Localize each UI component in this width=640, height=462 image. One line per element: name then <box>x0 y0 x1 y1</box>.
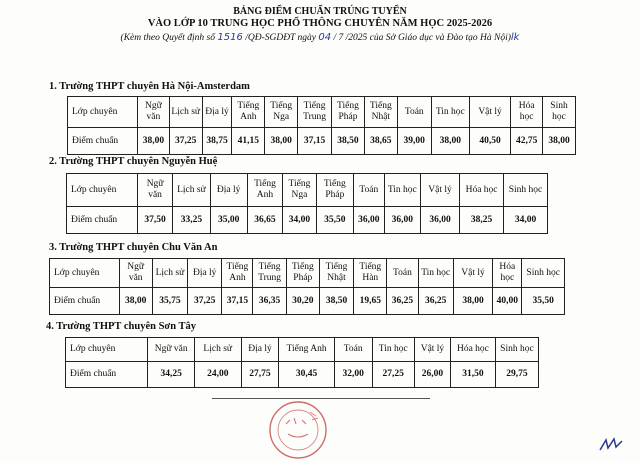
row-label-score: Điểm chuẩn <box>68 128 138 155</box>
subject-header: Tiếng Pháp <box>332 97 365 128</box>
subject-header: Tiếng Nhật <box>364 97 397 128</box>
score-table <box>49 258 565 315</box>
section-heading: 2. Trường THPT chuyên Nguyễn Huệ <box>49 156 218 167</box>
score-cell: 36,00 <box>384 207 420 234</box>
subject-header: Tiếng Nga <box>265 97 298 128</box>
row-label-score: Điểm chuẩn <box>50 288 120 315</box>
score-cell: 29,75 <box>495 362 538 388</box>
subject-header: Tin học <box>431 97 469 128</box>
subject-header: Ngữ văn <box>137 97 169 128</box>
document-title: BẢNG ĐIỂM CHUẨN TRÚNG TUYỂN <box>233 6 407 17</box>
row-label-score: Điểm chuẩn <box>66 362 148 388</box>
score-cell: 35,00 <box>210 207 247 234</box>
official-seal-icon <box>258 394 338 460</box>
subject-header: Địa lý <box>188 259 222 288</box>
subject-header: Ngữ văn <box>119 259 152 288</box>
section-heading: 4. Trường THPT chuyên Sơn Tây <box>46 321 197 332</box>
subject-header: Lịch sử <box>173 174 210 207</box>
score-cell: 37,25 <box>169 128 202 155</box>
score-cell: 42,75 <box>511 128 543 155</box>
score-cell: 38,00 <box>543 128 576 155</box>
subject-header: Hóa học <box>460 174 504 207</box>
decision-text-c: / 7 /2025 của Sở Giáo dục và Đào tạo Hà Nội) <box>333 33 511 43</box>
subject-header: Vật lý <box>420 174 459 207</box>
row-label-class: Lớp chuyên <box>67 174 138 207</box>
score-cell: 38,00 <box>431 128 469 155</box>
handwritten-mark: lk <box>510 32 520 43</box>
score-cell: 38,00 <box>453 288 492 315</box>
row-label-class: Lớp chuyên <box>66 338 148 362</box>
subject-header: Tiếng Pháp <box>286 259 319 288</box>
score-table <box>66 173 548 234</box>
subject-header: Tiếng Nhật <box>319 259 353 288</box>
score-cell: 38,25 <box>460 207 504 234</box>
score-cell: 33,25 <box>173 207 210 234</box>
subject-header: Tin học <box>384 174 420 207</box>
section-heading: 3. Trường THPT chuyên Chu Văn An <box>49 242 218 253</box>
score-cell: 36,65 <box>247 207 282 234</box>
score-cell: 27,75 <box>241 362 279 388</box>
subject-header: Tiếng Anh <box>279 338 334 362</box>
score-cell: 36,00 <box>353 207 384 234</box>
subject-header: Toán <box>387 259 418 288</box>
score-cell: 37,50 <box>137 207 172 234</box>
subject-header: Lịch sử <box>169 97 202 128</box>
subject-header: Tiếng Anh <box>222 259 253 288</box>
score-cell: 30,45 <box>279 362 334 388</box>
subject-header: Tin học <box>418 259 453 288</box>
subject-header: Địa lý <box>202 97 232 128</box>
subject-header: Lịch sử <box>152 259 187 288</box>
score-cell: 36,00 <box>420 207 459 234</box>
subject-header: Tiếng Trung <box>298 97 332 128</box>
score-cell: 38,50 <box>319 288 353 315</box>
subject-header: Sinh học <box>522 259 565 288</box>
subject-header: Tiếng Anh <box>247 174 282 207</box>
subject-header: Lịch sử <box>194 338 241 362</box>
subject-header: Tiếng Hàn <box>354 259 387 288</box>
subject-header: Tiếng Trung <box>253 259 286 288</box>
score-cell: 38,00 <box>119 288 152 315</box>
score-cell: 38,75 <box>202 128 232 155</box>
signature-mark-icon <box>598 436 624 454</box>
subject-header: Tiếng Anh <box>232 97 265 128</box>
subject-header: Vật lý <box>414 338 450 362</box>
subject-header: Tiếng Pháp <box>316 174 353 207</box>
score-cell: 30,20 <box>286 288 319 315</box>
score-cell: 38,50 <box>332 128 365 155</box>
subject-header: Sinh học <box>504 174 548 207</box>
score-cell: 37,25 <box>188 288 222 315</box>
score-cell: 36,35 <box>253 288 286 315</box>
score-cell: 27,25 <box>372 362 414 388</box>
score-cell: 35,50 <box>316 207 353 234</box>
score-cell: 35,50 <box>522 288 565 315</box>
score-cell: 40,00 <box>493 288 522 315</box>
row-label-class: Lớp chuyên <box>50 259 120 288</box>
decision-reference <box>0 32 640 43</box>
subject-header: Hóa học <box>511 97 543 128</box>
score-cell: 38,00 <box>137 128 169 155</box>
score-cell: 41,15 <box>232 128 265 155</box>
subject-header: Ngữ văn <box>137 174 172 207</box>
score-cell: 32,00 <box>334 362 372 388</box>
score-cell: 24,00 <box>194 362 241 388</box>
subject-header: Vật lý <box>453 259 492 288</box>
decision-day-handwritten: 04 <box>318 32 332 43</box>
subject-header: Toán <box>334 338 372 362</box>
subject-header: Sinh học <box>543 97 576 128</box>
score-table <box>67 96 576 155</box>
subject-header: Địa lý <box>241 338 279 362</box>
row-label-score: Điểm chuẩn <box>67 207 138 234</box>
score-cell: 36,25 <box>387 288 418 315</box>
subject-header: Vật lý <box>469 97 510 128</box>
score-cell: 35,75 <box>152 288 187 315</box>
subject-header: Hóa học <box>493 259 522 288</box>
score-cell: 38,65 <box>364 128 397 155</box>
score-cell: 37,15 <box>298 128 332 155</box>
score-cell: 31,50 <box>451 362 496 388</box>
subject-header: Địa lý <box>210 174 247 207</box>
score-cell: 34,00 <box>283 207 317 234</box>
subject-header: Sinh học <box>495 338 538 362</box>
section-heading: 1. Trường THPT chuyên Hà Nội-Amsterdam <box>49 81 250 92</box>
score-cell: 34,00 <box>504 207 548 234</box>
document-subtitle: VÀO LỚP 10 TRUNG HỌC PHỔ THÔNG CHUYÊN NĂM HỌC 2025-2026 <box>147 18 493 29</box>
score-cell: 36,25 <box>418 288 453 315</box>
score-cell: 40,50 <box>469 128 510 155</box>
score-cell: 34,25 <box>148 362 195 388</box>
subject-header: Toán <box>397 97 431 128</box>
subject-header: Hóa học <box>451 338 496 362</box>
subject-header: Tin học <box>372 338 414 362</box>
decision-number-handwritten: 1516 <box>217 32 243 43</box>
score-table <box>65 337 539 388</box>
subject-header: Tiếng Nga <box>283 174 317 207</box>
score-cell: 39,00 <box>397 128 431 155</box>
row-label-class: Lớp chuyên <box>68 97 138 128</box>
subject-header: Toán <box>353 174 384 207</box>
score-cell: 38,00 <box>265 128 298 155</box>
score-cell: 19,65 <box>354 288 387 315</box>
subject-header: Ngữ văn <box>148 338 195 362</box>
score-cell: 26,00 <box>414 362 450 388</box>
decision-text-b: /QĐ-SGDĐT ngày <box>245 33 317 43</box>
decision-text-a: (Kèm theo Quyết định số <box>120 33 215 43</box>
score-cell: 37,15 <box>222 288 253 315</box>
